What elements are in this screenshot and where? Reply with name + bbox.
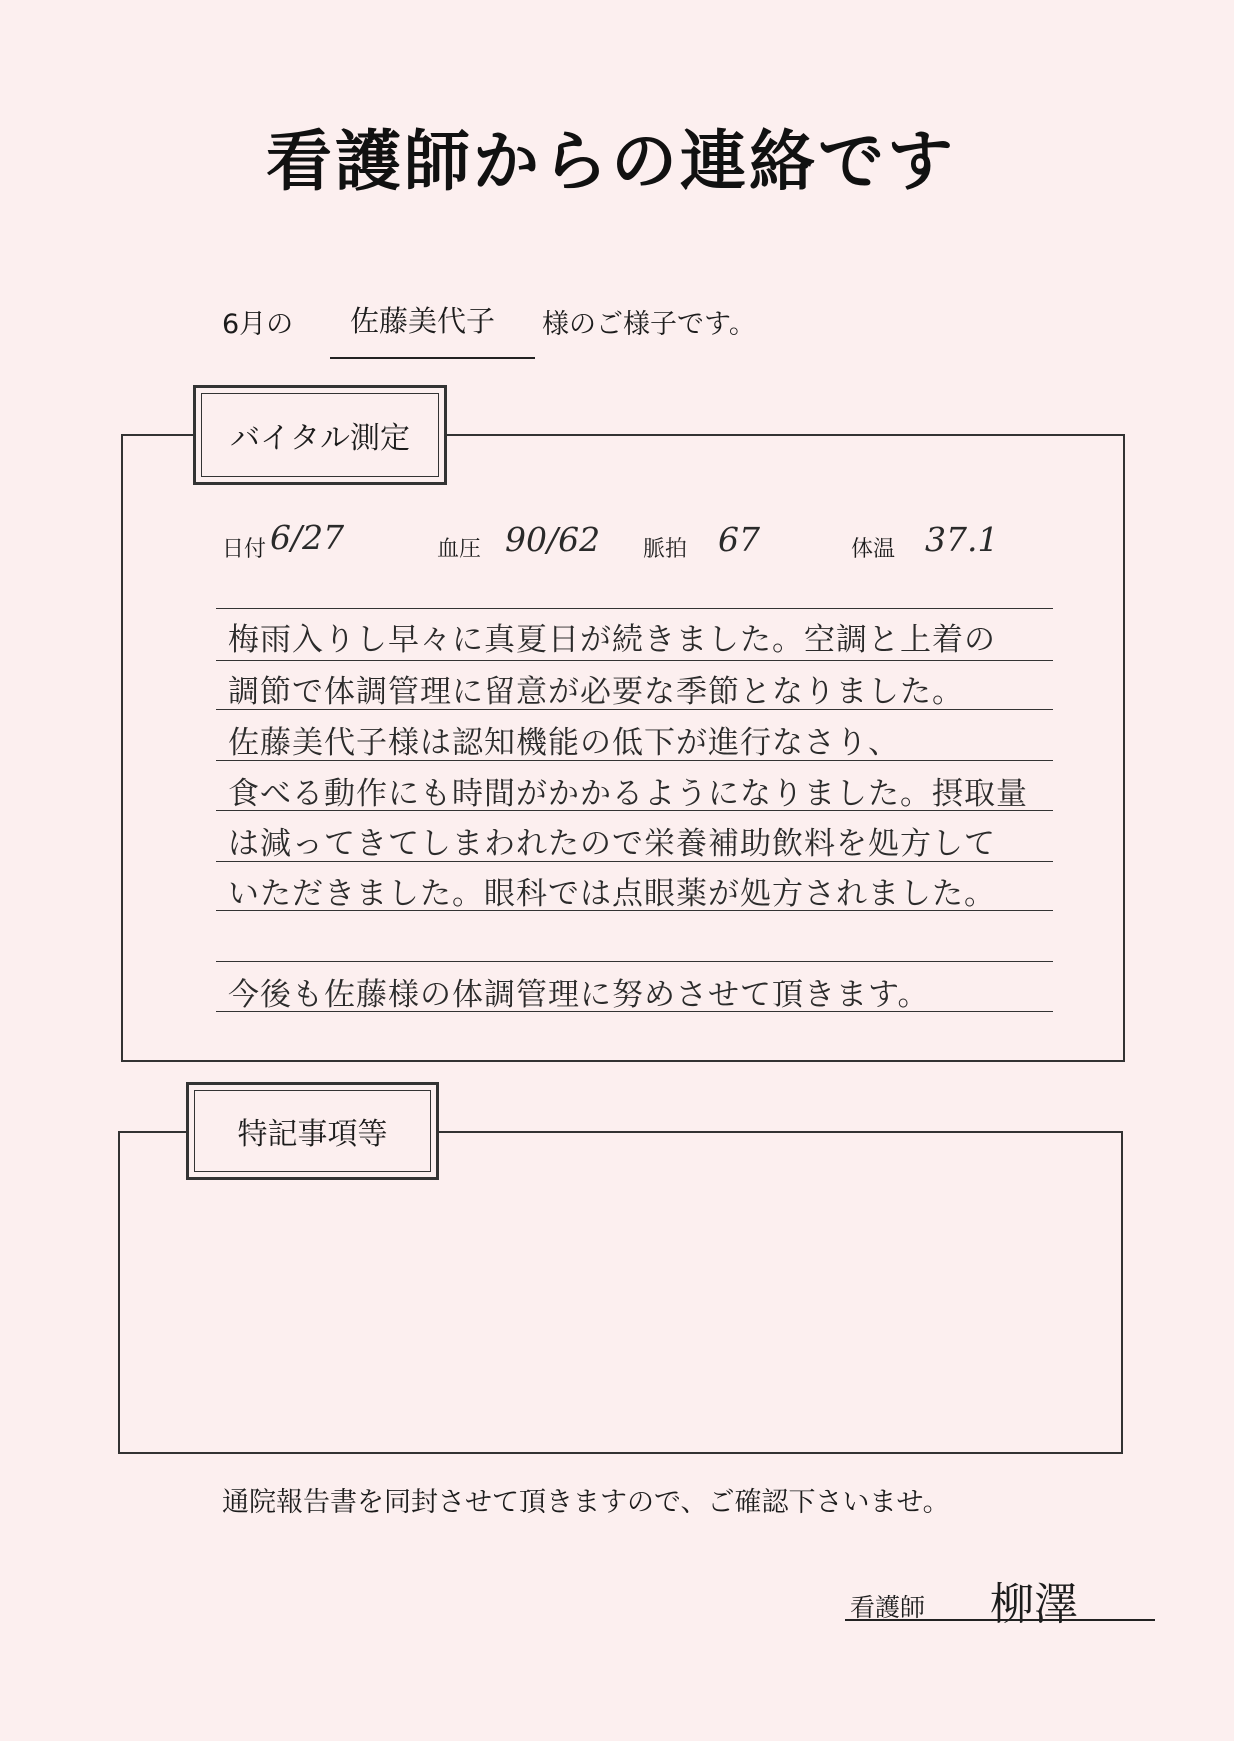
page-title: 看護師からの連絡です — [266, 123, 956, 200]
header-suffix: 様のご様子です。 — [542, 309, 756, 340]
signature-line — [845, 1619, 1155, 1621]
temperature-value: 37.1 — [925, 520, 999, 559]
vitals-title-text: バイタル測定 — [230, 421, 410, 456]
nurse-label: 看護師 — [850, 1593, 926, 1622]
report-month: 6月の — [222, 309, 294, 340]
date-label: 日付 — [222, 537, 267, 562]
message-line: 今後も佐藤様の体調管理に努めさせて頂きます。 — [228, 977, 930, 1013]
ruled-line — [216, 861, 1053, 862]
message-line: は減ってきてしまわれたので栄養補助飲料を処方して — [228, 826, 996, 862]
message-line: 食べる動作にも時間がかかるようになりました。摂取量 — [228, 776, 1028, 812]
pulse-label: 脈拍 — [643, 537, 688, 562]
temperature-label: 体温 — [851, 537, 896, 562]
blood-pressure-value: 90/62 — [505, 520, 601, 559]
nurse-signature: 柳澤 — [990, 1579, 1078, 1630]
footer-note: 通院報告書を同封させて頂きますので、ご確認下さいませ。 — [222, 1487, 950, 1518]
pulse-value: 67 — [718, 520, 760, 559]
notes-section-title — [186, 1082, 439, 1180]
message-line: 梅雨入りし早々に真夏日が続きました。空調と上着の — [228, 622, 996, 658]
ruled-line — [216, 961, 1053, 962]
ruled-line — [216, 810, 1053, 811]
ruled-line — [216, 709, 1053, 710]
ruled-line — [216, 1011, 1053, 1012]
message-line: 調節で体調管理に留意が必要な季節となりました。 — [228, 674, 964, 710]
notes-title-text: 特記事項等 — [237, 1117, 388, 1152]
ruled-line — [216, 608, 1053, 609]
ruled-line — [216, 760, 1053, 761]
ruled-line — [216, 910, 1053, 911]
blood-pressure-label: 血圧 — [437, 537, 482, 562]
vitals-section-title — [193, 385, 447, 485]
patient-name: 佐藤美代子 — [350, 304, 496, 338]
name-underline — [330, 357, 535, 359]
message-line: 佐藤美代子様は認知機能の低下が進行なさり、 — [228, 725, 900, 761]
ruled-line — [216, 660, 1053, 661]
date-value: 6/27 — [270, 518, 345, 557]
message-line: いただきました。眼科では点眼薬が処方されました。 — [228, 876, 996, 912]
